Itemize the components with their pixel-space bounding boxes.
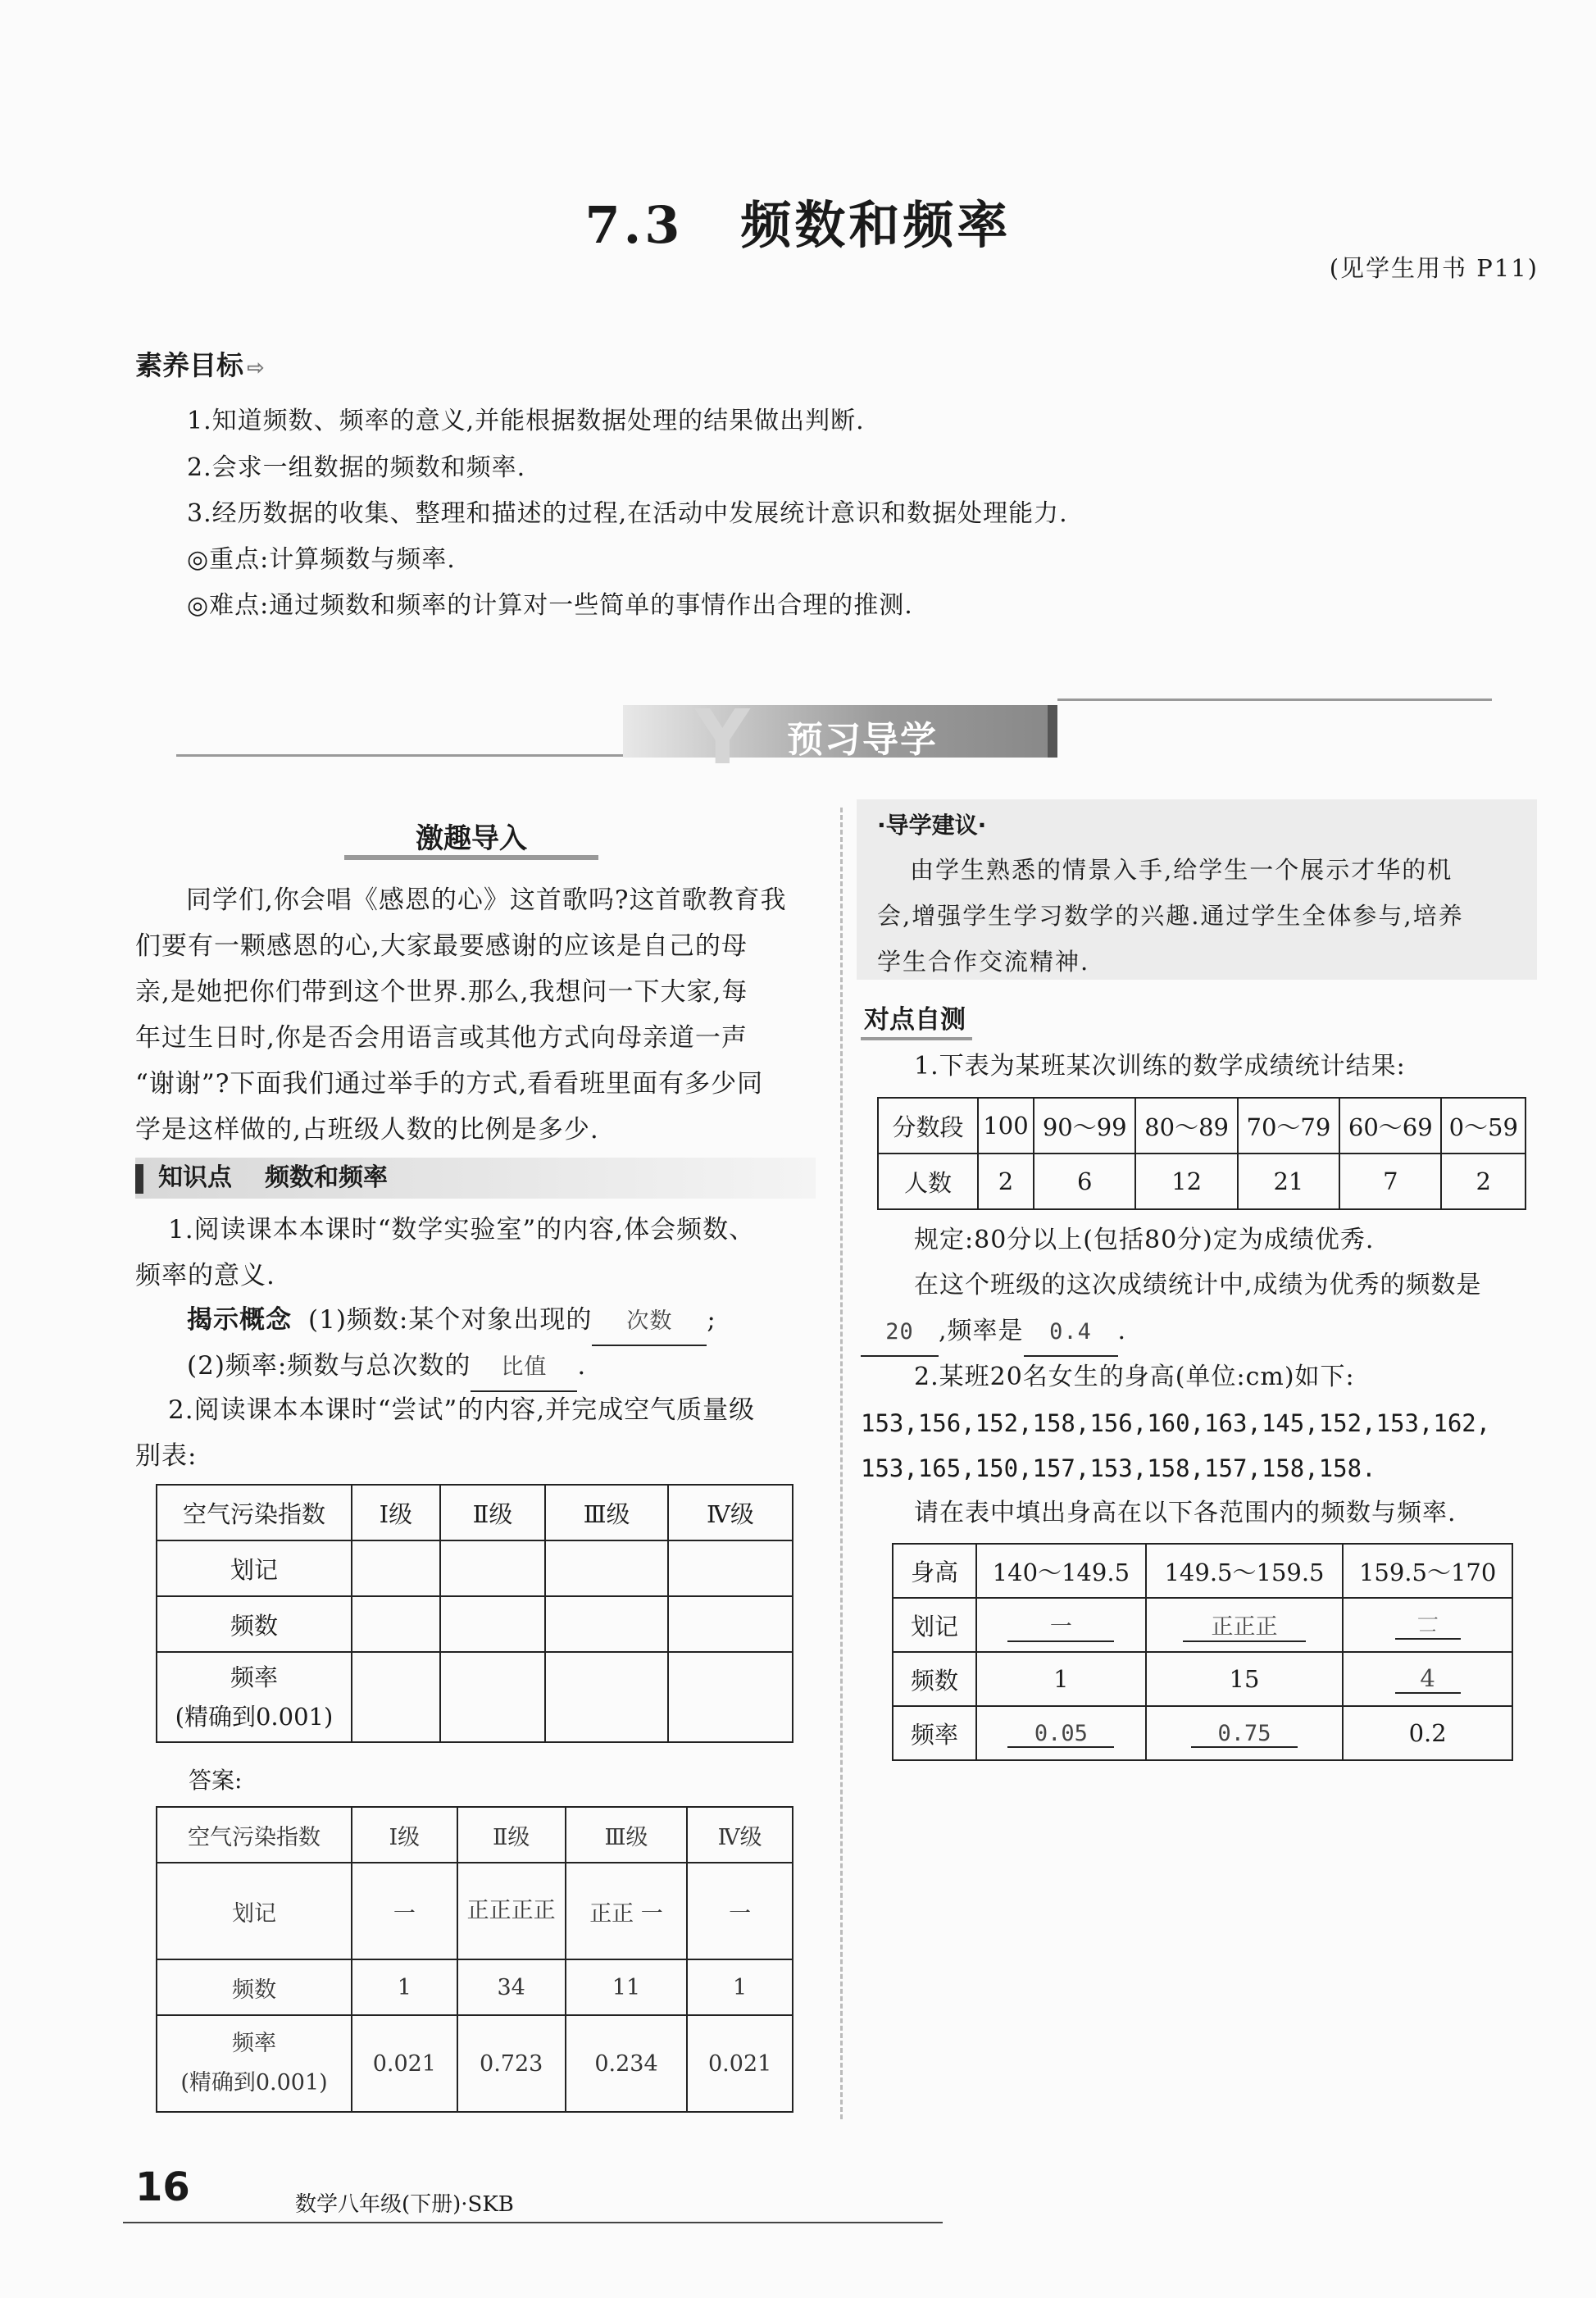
page-number: 16 xyxy=(135,2164,190,2210)
knowledge-step1: 1.阅读课本本课时“数学实验室”的内容,体会频数、 频率的意义. xyxy=(135,1215,756,1290)
answer-blank: 次数 xyxy=(592,1299,707,1346)
guide-text: 由学生熟悉的情景入手,给学生一个展示才华的机 会,增强学生学习数学的兴趣.通过学生全体参与,培养 学生合作交流精神. xyxy=(877,856,1464,976)
table-row: 频数 1 15 4 xyxy=(893,1652,1512,1706)
heights-line: 153,156,152,158,156,160,163,145,152,153,162, xyxy=(861,1409,1491,1437)
answer-label: 答案: xyxy=(189,1767,243,1794)
table-row: 划记 一 正正正正 正正 一 一 xyxy=(157,1863,793,1959)
rule-text: 规定:80分以上(包括80分)定为成绩优秀. xyxy=(914,1226,1375,1254)
banner-divider-right xyxy=(1057,699,1492,701)
section-banner xyxy=(623,694,1057,781)
table-row: 频率 0.05 0.75 0.2 xyxy=(893,1706,1512,1760)
score-table: 分数段 100 90～99 80～89 70～79 60～69 0～59 人数 2 6 12 21 7 2 xyxy=(877,1097,1526,1210)
table-row: 频率 (精确到0.001) 0.021 0.723 0.234 0.021 xyxy=(157,2015,793,2112)
table-row: 划记 xyxy=(157,1540,793,1596)
goal-difficulty: ◎难点:通过频数和频率的计算对一些简单的事情作出合理的推测. xyxy=(187,591,913,620)
height-table: 身高 140～149.5 149.5～159.5 159.5～170 划记 一 正正正 𠄟 频数 1 15 4 频率 0.05 0.75 0.2 xyxy=(892,1543,1513,1761)
question-1-answer: 20 ,频率是 0.4 . xyxy=(861,1308,1549,1357)
answer-blank: 比值 xyxy=(471,1345,577,1392)
table-row: 频率 (精确到0.001) xyxy=(157,1652,793,1742)
goal-focus: ◎重点:计算频数与频率. xyxy=(187,545,456,574)
banner-bar xyxy=(1048,705,1057,758)
section-number: 7.3 xyxy=(584,195,684,255)
air-quality-answer-table: 空气污染指数 Ⅰ级 Ⅱ级 Ⅲ级 Ⅳ级 划记 一 正正正正 正正 一 一 频数 1 34 11 1 频率 (精确到0.001) 0.021 0.723 0.234 0.021 xyxy=(156,1806,793,2113)
guide-heading: ·导学建议· xyxy=(877,812,987,839)
question-1-text: 在这个班级的这次成绩统计中,成绩为优秀的频数是 xyxy=(914,1271,1482,1299)
table-row: 人数 2 6 12 21 7 2 xyxy=(878,1154,1526,1209)
concept-rate: (2)频率:频数与总次数的 比值 . xyxy=(187,1343,867,1392)
page-title xyxy=(0,184,1596,257)
table-row: 频数 xyxy=(157,1596,793,1652)
question-2-instruction: 请在表中填出身高在以下各范围内的频数与频率. xyxy=(914,1499,1457,1527)
intro-heading: 激趣导入 xyxy=(344,816,598,860)
question-2: 2.某班20名女生的身高(单位:cm)如下: xyxy=(914,1363,1355,1391)
question-1: 1.下表为某班某次训练的数学成绩统计结果: xyxy=(914,1052,1406,1081)
answer-blank: 0.4 xyxy=(1024,1309,1118,1357)
arrow-icon: ⇨ xyxy=(247,356,265,380)
reveal-label: 揭示概念 xyxy=(187,1305,292,1335)
concept-frequency: 揭示概念 (1)频数:某个对象出现的 次数 ; xyxy=(187,1297,867,1346)
heights-line: 153,165,150,157,153,158,157,158,158. xyxy=(861,1454,1376,1482)
banner-divider-left xyxy=(176,754,623,757)
table-row: 频数 1 34 11 1 xyxy=(157,1959,793,2015)
marker-bar xyxy=(135,1164,143,1194)
table-row: 划记 一 正正正 𠄟 xyxy=(893,1598,1512,1652)
goal-item: 3.经历数据的收集、整理和描述的过程,在活动中发展统计意识和数据处理能力. xyxy=(187,499,1068,528)
student-book-reference: (见学生用书 P11) xyxy=(1329,254,1539,282)
column-divider xyxy=(840,808,843,2119)
banner-title: 预习导学 xyxy=(787,719,938,761)
knowledge-step2: 2.阅读课本本课时“尝试”的内容,并完成空气质量级 别表: xyxy=(135,1395,756,1471)
goal-item: 2.会求一组数据的频数和频率. xyxy=(187,453,526,482)
self-test-heading: 对点自测 xyxy=(861,999,972,1040)
knowledge-title: 频数和频率 xyxy=(265,1163,388,1192)
knowledge-label: 知识点 xyxy=(158,1163,232,1192)
air-quality-table: 空气污染指数 Ⅰ级 Ⅱ级 Ⅲ级 Ⅳ级 划记 频数 频率 (精确到0.001) xyxy=(156,1484,793,1743)
footer-rule xyxy=(123,2222,943,2223)
banner-letter: Y xyxy=(695,694,750,781)
goals-heading: 素养目标 ⇨ xyxy=(135,349,265,381)
knowledge-point-bar xyxy=(135,1158,816,1199)
section-title: 频数和频率 xyxy=(740,195,1012,255)
answer-blank: 20 xyxy=(861,1309,939,1357)
goal-item: 1.知道频数、频率的意义,并能根据数据处理的结果做出判断. xyxy=(187,407,865,435)
intro-paragraph: 同学们,你会唱《感恩的心》这首歌吗?这首歌教育我 们要有一颗感恩的心,大家最要感谢的应该是自己的母 亲,是她把你们带到这个世界.那么,我想问一下大家,每 年过生日时,你是否会用语言或其他方式向母亲道一声 “谢谢”?下面我们通过举手的方式,看看班里面有多少同 学是这样做的,占班级人数的比例是多少. xyxy=(135,885,787,1144)
footer-text: 数学八年级(下册)·SKB xyxy=(295,2192,514,2217)
